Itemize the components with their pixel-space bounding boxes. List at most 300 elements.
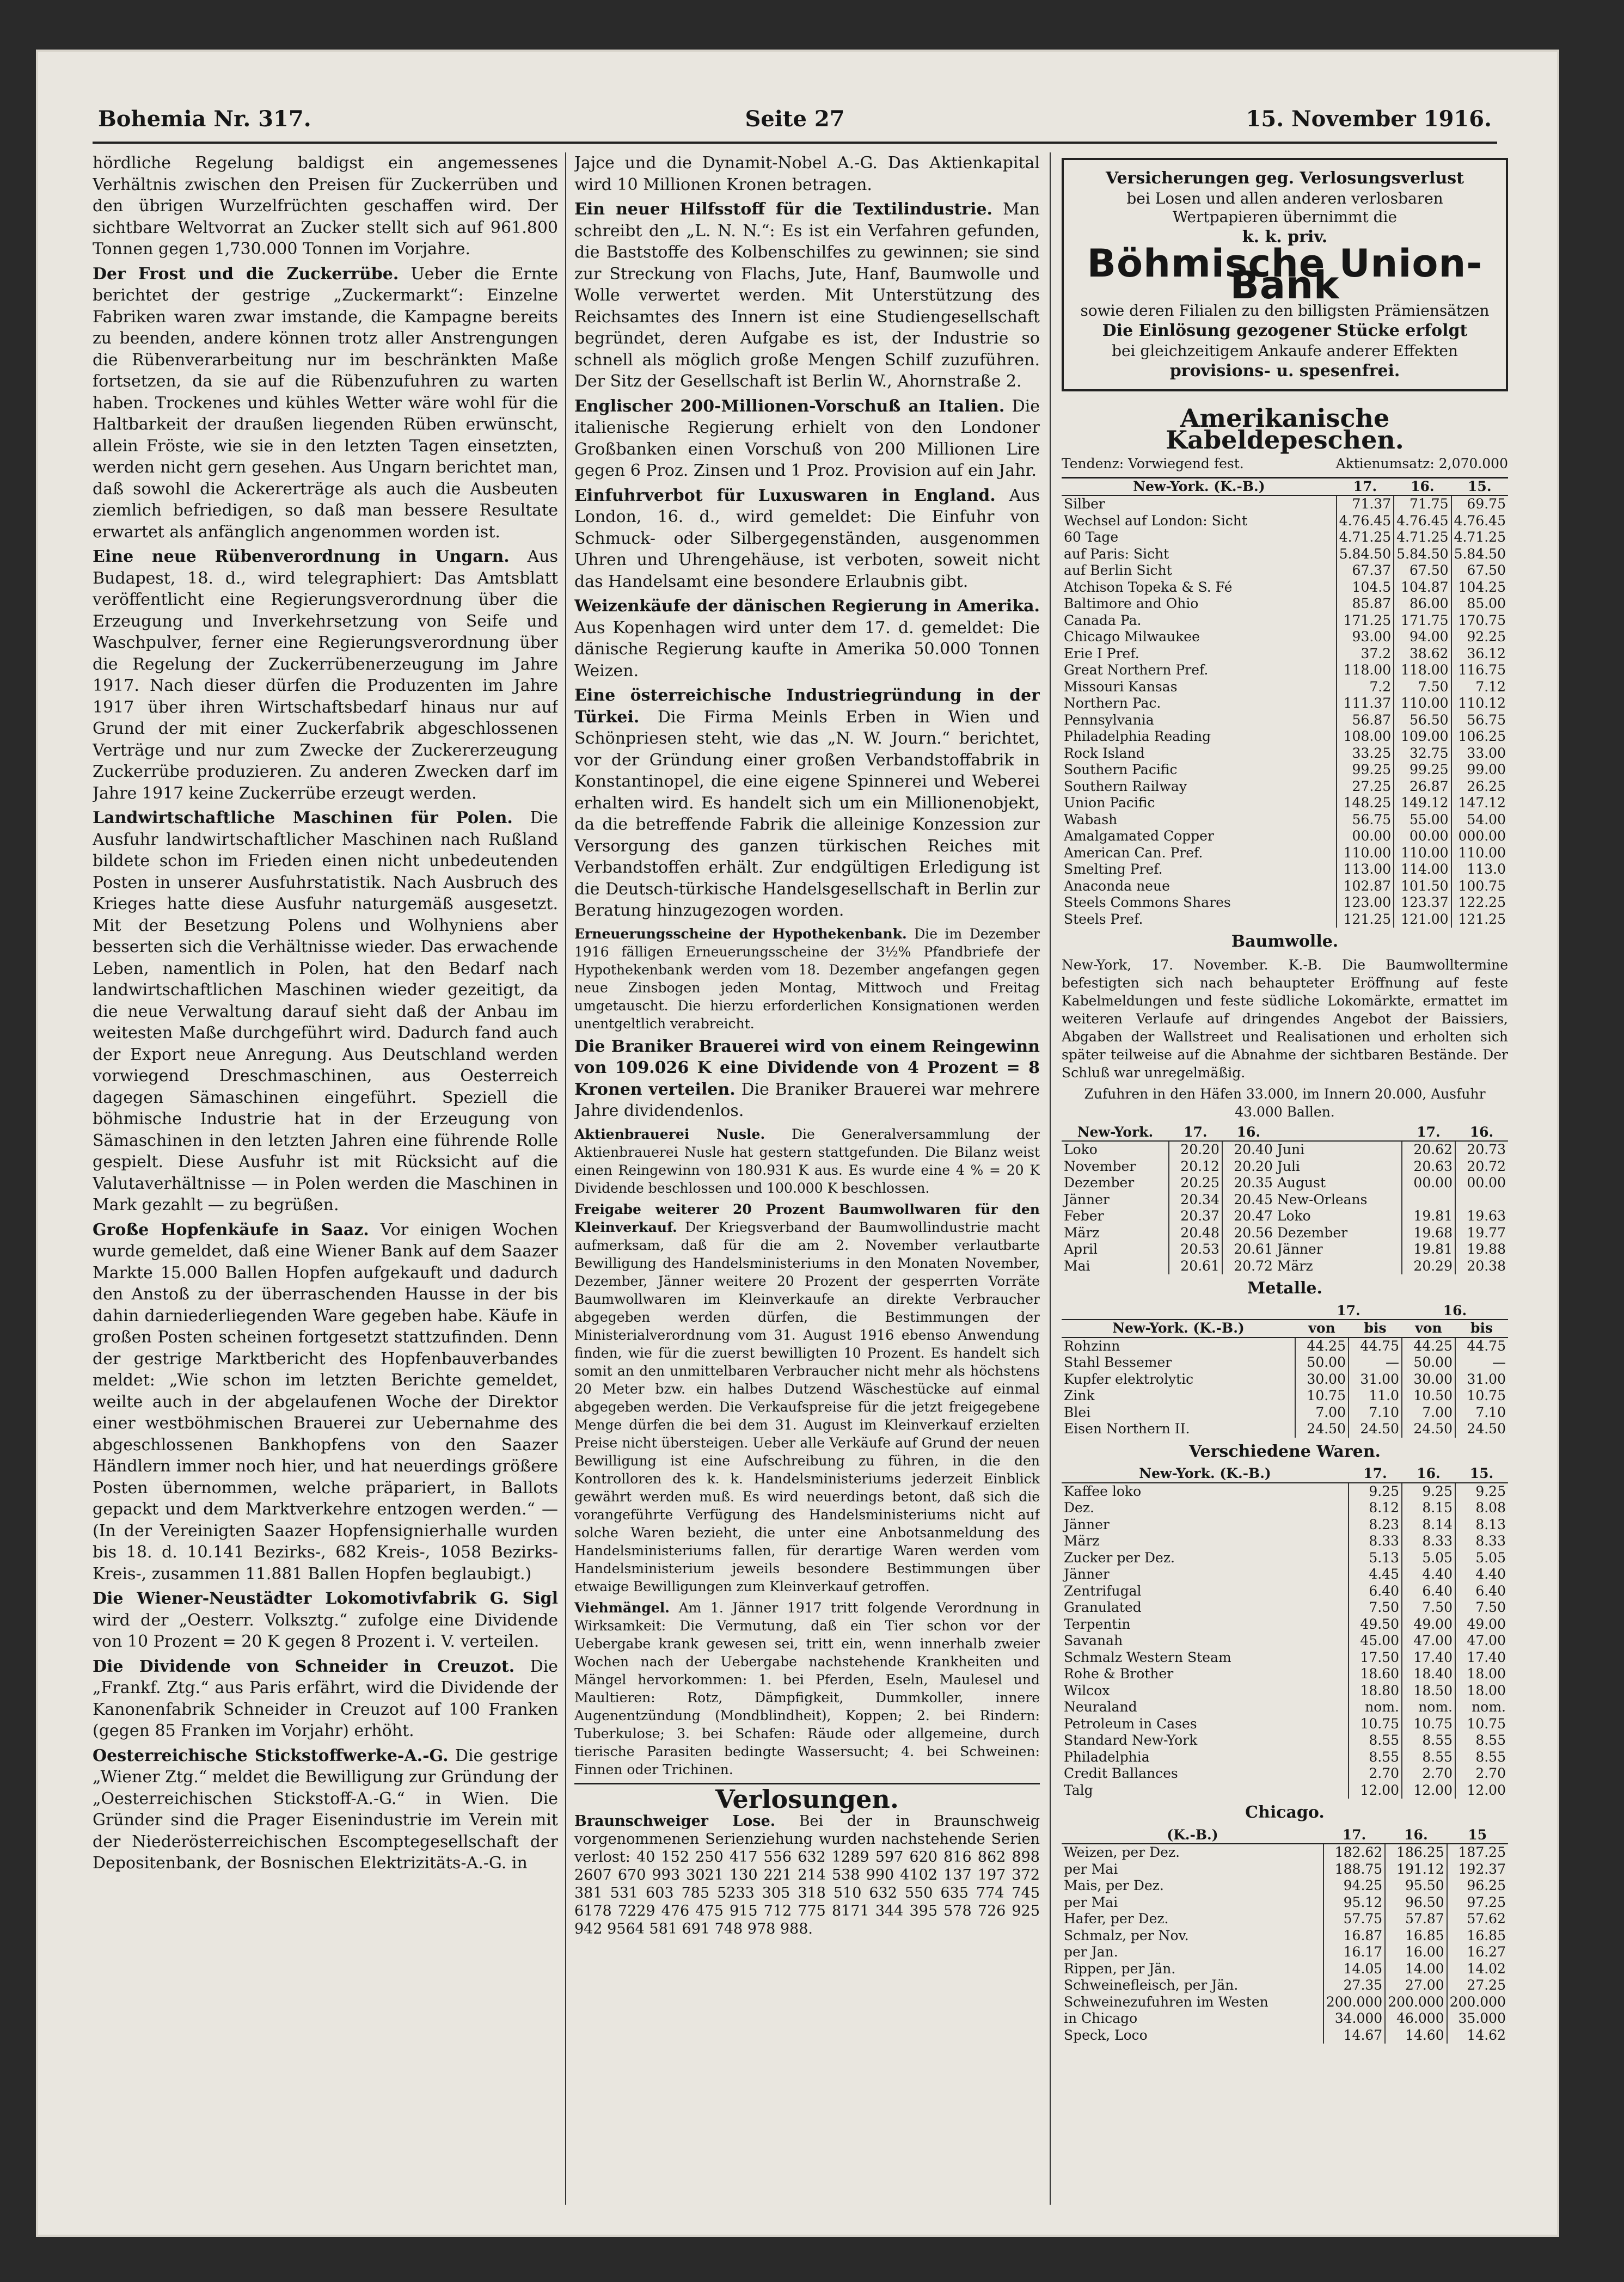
- row-label: Anaconda neue: [1064, 878, 1170, 894]
- article-heading: Aktienbrauerei Nusle.: [574, 1126, 765, 1142]
- row-value: 18.40: [1402, 1666, 1455, 1683]
- row-value: 192.37: [1447, 1861, 1508, 1878]
- ad-line-6: bei gleichzeitigem Ankaufe anderer Effekten: [1112, 341, 1458, 360]
- cable-turnover: Aktienumsatz: 2,070.000: [1335, 456, 1508, 471]
- row-value: 17.40: [1402, 1649, 1455, 1666]
- row-label: November: [1064, 1158, 1136, 1174]
- row-value: 187.25: [1447, 1844, 1508, 1861]
- table-header-cell: 17.: [1169, 1124, 1222, 1142]
- table-row: [1062, 812, 1508, 829]
- row-label: Baltimore and Ohio: [1064, 596, 1199, 611]
- row-value: 20.61: [1169, 1258, 1222, 1275]
- row-value: 12.00: [1455, 1782, 1508, 1799]
- row-value: nom.: [1349, 1699, 1402, 1716]
- row-value: 00.00: [1402, 1175, 1455, 1192]
- row-value: 5.05: [1402, 1550, 1455, 1567]
- table-row: [1062, 629, 1508, 646]
- table-row: [1062, 596, 1508, 612]
- row-value: 121.25: [1337, 911, 1394, 928]
- row-label: Union Pacific: [1064, 795, 1155, 811]
- article-text: Die Ausfuhr landwirtschaftlicher Maschinen nach Rußland bildete schon im Frieden einen nicht unbedeutenden Posten in unserer Ausfuhrstatistik. Nach Ausbruch des Krieges hatte diese Ausfuhr naturgemäß ausgesetzt. Mit der Besetzung Polens und Wolhyniens aber besserten sich die Verhältnisse wieder. Das erwachende Leben, namentlich in Polen, hat den Bedarf nach landwirtschaftlichen Maschinen wieder gezeitigt, da die neue Verwaltung darauf sieht daß der Anbau im weitesten Maße durchgeführt wird. Dadurch fand auch der Export neue Anregung. Aus Deutschland werden vorwiegend Dreschmaschinen, aus Oesterreich dagegen Sämaschinen eingeführt. Speziell die böhmische Industrie hat in der Erzeugung von Sämaschinen in den letzten Jahren eine führende Rolle gespielt. Diese Ausfuhr ist mit Rücksicht auf die Valutaverhältnisse — in Polen werden die Maschinen in Mark gezahlt — zu begrüßen.: [93, 808, 558, 1214]
- row-value: [1455, 1192, 1508, 1209]
- article-text: Die Firma Meinls Erben in Wien und Schönpriesen steht, wie das „N. W. Journ.“ berichtet, vor der Gründung einer großen Verbandstoffabrik in Konstantinopel, die eine eigene Spinnerei und Weberei erhalten wird. Es handelt sich um ein Millionenobjekt, da die betreffende Fabrik die alleinige Konzession zur Versorgung des ganzen türkischen Reiches mit Verbandstoffen erhält. Zur endgültigen Erledigung ist die Deutsch-türkische Handelsgesellschaft in Berlin zur Beratung hinzugezogen worden.: [574, 707, 1040, 920]
- row-label: Petroleum in Cases: [1064, 1715, 1197, 1732]
- row-label: per Jan.: [1064, 1944, 1118, 1960]
- table-row: [1062, 1894, 1508, 1911]
- row-value: 20.56: [1222, 1225, 1275, 1242]
- table-row: [1062, 2027, 1508, 2044]
- row-value: 7.00: [1295, 1404, 1349, 1421]
- row-value: 85.00: [1451, 596, 1508, 612]
- row-value: 118.00: [1394, 662, 1451, 679]
- row-value: 9.25: [1455, 1483, 1508, 1500]
- row-value: 5.05: [1455, 1550, 1508, 1567]
- ad-line-3: k. k. priv.: [1242, 227, 1328, 247]
- row-label: Great Northern Pref.: [1064, 662, 1209, 678]
- row-value: 57.62: [1447, 1911, 1508, 1928]
- row-value: 30.00: [1402, 1371, 1455, 1388]
- article-paragraph: [574, 1200, 1040, 1596]
- table-row: [1062, 861, 1508, 878]
- baumwolle-text: New-York, 17. November. K.-B. Die Baumwolltermine befestigten sich nach behaupteter Eröffnung auf feste Kabelmeldungen und feste südliche Lokomärkte, ermattet im weiteren Verlaufe auf dringendes Angebot der Baissiers, Abgaben der Wallstreet und Realisationen und erholten sich später teilweise auf die Abnahme der sichtbaren Bestände. Der Schluß war unregelmäßig.: [1062, 956, 1508, 1081]
- row-value: 8.15: [1402, 1500, 1455, 1517]
- table-header-cell: 17.: [1402, 1124, 1455, 1142]
- table-row: [1062, 579, 1508, 596]
- row-value: 2.70: [1402, 1765, 1455, 1782]
- row-value: 4.40: [1455, 1566, 1508, 1583]
- table-row: [1062, 1371, 1508, 1388]
- metalle-title: Metalle.: [1247, 1279, 1322, 1298]
- table-row: [1062, 1765, 1508, 1782]
- row-value: 17.40: [1455, 1649, 1508, 1666]
- article-paragraph: [574, 152, 1040, 195]
- row-value: 20.45: [1222, 1192, 1275, 1209]
- row-label: Feber: [1064, 1208, 1104, 1224]
- row-value: 31.00: [1349, 1371, 1402, 1388]
- row-value: 14.00: [1385, 1961, 1447, 1978]
- row-label: Zink: [1064, 1388, 1095, 1403]
- row-value: 71.75: [1394, 495, 1451, 513]
- article-text: wird der „Oesterr. Volksztg.“ zufolge eine Dividende von 10 Prozent = 20 K gegen 8 Prozent i. V. verteilen.: [93, 1610, 558, 1651]
- row-value: 8.55: [1402, 1749, 1455, 1766]
- table-row: [1062, 529, 1508, 546]
- row-label: Savanah: [1064, 1633, 1123, 1648]
- row-value: 7.2: [1337, 679, 1394, 696]
- article-text: Die Braniker Brauerei war mehrere Jahre dividendenlos.: [574, 1079, 1040, 1120]
- row-value: 8.55: [1349, 1732, 1402, 1749]
- row-value: 121.25: [1451, 911, 1508, 928]
- row-value: 8.55: [1402, 1732, 1455, 1749]
- row-value: 10.75: [1455, 1716, 1508, 1733]
- row-label: 60 Tage: [1064, 529, 1119, 545]
- baumwolle-title: Baumwolle.: [1231, 932, 1339, 951]
- row-value: 67.50: [1451, 562, 1508, 579]
- row-label: Loko: [1277, 1208, 1311, 1224]
- row-label: Zucker per Dez.: [1064, 1549, 1175, 1566]
- row-value: 113.00: [1337, 861, 1394, 878]
- row-value: 00.00: [1455, 1175, 1508, 1192]
- table-header-cell: 16.: [1402, 1465, 1455, 1483]
- article-text: Ueber die Ernte berichtet der gestrige „Zuckermarkt“: Einzelne Fabriken waren zwar imstande, die Kampagne bereits zu beenden, andere können trotz aller Anstrengungen die Rübenverarbeitung nur im beschränkten Maße fortsetzen, da sie auf die Rübenzufuhren zu warten haben. Trockenes und kühles Wetter wäre wohl für die Haltbarkeit der draußen liegenden Rüben erwünscht, allein Fröste, wie sie in den letzten Tagen einsetzten, werden nicht gern gesehen. Aus Ungarn berichtet man, daß sowohl die Ackererträge als auch die Ausbeuten ziemlich befriedigen, so daß man bessere Resultate erwartet als anfänglich angenommen worden ist.: [93, 264, 558, 542]
- row-label: März: [1064, 1533, 1100, 1549]
- row-value: 100.75: [1451, 878, 1508, 895]
- row-label: Rohe & Brother: [1064, 1666, 1174, 1682]
- row-value: 92.25: [1451, 629, 1508, 646]
- row-label: Missouri Kansas: [1064, 678, 1178, 695]
- row-value: 18.50: [1402, 1683, 1455, 1700]
- row-value: 24.50: [1402, 1421, 1455, 1438]
- row-value: 27.25: [1447, 1977, 1508, 1994]
- row-label: New-Orleans: [1277, 1191, 1368, 1207]
- table-row: [1062, 1666, 1508, 1683]
- row-value: 16.85: [1385, 1928, 1447, 1944]
- article-heading: Der Frost und die Zuckerrübe.: [93, 264, 399, 284]
- article-heading: Die Wiener-Neustädter Lokomotivfabrik G. Sigl: [93, 1589, 558, 1608]
- row-value: 113.0: [1451, 861, 1508, 878]
- row-label: Pennsylvania: [1064, 711, 1154, 728]
- table-row: [1062, 1944, 1508, 1961]
- row-value: 10.75: [1349, 1716, 1402, 1733]
- table-row: [1062, 513, 1508, 530]
- row-label: Credit Ballances: [1064, 1765, 1178, 1781]
- table-header-row: [1062, 1465, 1508, 1483]
- article-text: Die „Frankf. Ztg.“ aus Paris erfährt, wird die Dividende der Kanonenfabrik Schneider in Creuzot auf 100 Franken (gegen 85 Franken im Vorjahr) erhöht.: [93, 1657, 558, 1740]
- row-value: 4.71.25: [1394, 529, 1451, 546]
- row-label: Atchison Topeka & S. Fé: [1064, 579, 1233, 595]
- table-row: [1062, 1844, 1508, 1861]
- row-value: 123.00: [1337, 894, 1394, 911]
- row-label: Zentrifugal: [1064, 1582, 1142, 1599]
- row-label: Kaffee loko: [1064, 1483, 1142, 1499]
- row-value: 149.12: [1394, 795, 1451, 812]
- row-label: Blei: [1064, 1404, 1091, 1420]
- article-paragraph: [574, 485, 1040, 593]
- table-row: [1062, 562, 1508, 579]
- row-value: 110.00: [1451, 845, 1508, 862]
- table-row: [1062, 1175, 1508, 1192]
- row-value: 7.50: [1455, 1599, 1508, 1616]
- row-value: 96.25: [1447, 1878, 1508, 1894]
- article-paragraph: [93, 1588, 558, 1653]
- row-value: 99.25: [1337, 762, 1394, 778]
- column-1: [93, 152, 558, 2205]
- table-row: [1062, 828, 1508, 845]
- table-header-cell: (K.-B.): [1062, 1827, 1323, 1844]
- row-label: Jänner: [1064, 1516, 1110, 1532]
- article-heading: Große Hopfenkäufe in Saaz.: [93, 1220, 369, 1240]
- bank-advertisement: [1062, 158, 1508, 391]
- table-row: [1062, 612, 1508, 629]
- ad-line-4: sowie deren Filialen zu den billigsten Prämiensätzen: [1080, 302, 1490, 320]
- row-label: Schweinezufuhren im Westen: [1064, 1993, 1268, 2010]
- article-text: Vor einigen Wochen wurde gemeldet, daß eine Wiener Bank auf dem Saazer Markte 15.000 Ballen Hopfen aufgekauft und dadurch den Anstoß zu der überraschenden Hausse in der bis dahin darniederliegenden Ware gegeben habe. Käufe in großen Posten scheinen fortgesetzt stattzufinden. Denn der gestrige Marktbericht des Hopfenbauverbandes meldet: „Wie schon im letzten Berichte gemeldet, weilte auch in der abgelaufenen Woche der Direktor einer westböhmischen Brauerei zur Uebernahme des abgeschlossenen Bankhopfens von den Saazer Händlern immer noch hier, und hat neuerdings größere Posten übernommen, welche präpariert, in Ballots gepackt und dem Marktverkehre entzogen werden.“ — (In der Vereinigten Saazer Hopfensignierhalle wurden bis 18. d. 10.141 Bezirks-, 682 Kreis-, 1058 Bezirks-Kreis-, zusammen 11.881 Ballen Hopfen beglaubigt.): [93, 1220, 558, 1584]
- article-paragraph: [93, 1219, 558, 1585]
- article-text: Aus Budapest, 18. d., wird telegraphiert: Das Amtsblatt veröffentlicht eine Regierungsverordnung über die Erzeugung und Inverkehrsetzung von Seife und Waschpulver, ferner eine Regierungsverordnung über die Regelung der Zuckerrübenerzeugung im Jahre 1917. Nach dieser dürfen die Produzenten im Jahre 1917 über ihren Wirtschaftsbedarf hinaus nur auf Grund der mit einer Zuckerfabrik abgeschlossenen Verträge und nur zum Zwecke der Zuckererzeugung Zuckerrübe produzieren. Zu anderen Zwecken darf im Jahre 1917 keine Zuckerrübe erzeugt werden.: [93, 547, 558, 803]
- row-value: 20.12: [1169, 1158, 1222, 1175]
- row-label: Schweinefleisch, per Jän.: [1064, 1977, 1239, 1993]
- row-label: Southern Railway: [1064, 778, 1187, 794]
- row-label: Jänner: [1277, 1241, 1323, 1257]
- article-heading: Englischer 200-Millionen-Vorschuß an Italien.: [574, 396, 1005, 416]
- row-value: 110.00: [1394, 695, 1451, 712]
- row-value: 14.05: [1323, 1961, 1385, 1978]
- row-value: 19.88: [1455, 1241, 1508, 1258]
- table-header-cell: New-York. (K.-B.): [1062, 479, 1337, 496]
- table-header-cell: New-York. (K.-B.): [1062, 1320, 1295, 1338]
- row-value: 104.5: [1337, 579, 1394, 596]
- row-label: Wabash: [1064, 811, 1118, 827]
- row-value: 44.75: [1455, 1338, 1508, 1355]
- row-value: 27.25: [1337, 778, 1394, 795]
- table-header-cell: bis: [1349, 1320, 1402, 1338]
- row-value: nom.: [1455, 1699, 1508, 1716]
- row-label: Dezember: [1064, 1175, 1135, 1191]
- row-value: 6.40: [1349, 1583, 1402, 1600]
- article-paragraph: [574, 1036, 1040, 1122]
- row-value: 47.00: [1402, 1633, 1455, 1649]
- table-row: [1062, 795, 1508, 812]
- article-text: Der Kriegsverband der Baumwollindustrie macht aufmerksam, daß für die am 2. November verlautbarte Bewilligung des Handelsministeriums in den Monaten November, Dezember, Jänner weitere 20 Prozent der gesperrten Vorräte Baumwollwaren im Kleinverkaufe an direkte Verbraucher abgegeben werden dürfen, die Bestimmungen der Ministerialverordnung vom 31. August 1916 ebenso Anwendung finden, wie für die zuerst bewilligten 10 Prozent. Es handelt sich somit an den unmittelbaren Verbraucher nicht mehr als höchstens 20 Meter bzw. ein halbes Dutzend Wäschestücke auf einmal abgegeben werden. Die Verkaufspreise für die jetzt freigegebene Menge dürfen die bei dem 31. August im Kleinverkauf erzielten Preise nicht übersteigen. Ueber alle Verkäufe auf Grund der neuen Bewilligung ist eine Aufschreibung zu führen, in die den Kontrolloren des k. k. Handelsministeriums jederzeit Einblick gewährt werden muß. Es wird neuerdings betont, daß sich die vorangeführte Verfügung des Handelsministeriums nicht auf solche Waren bezieht, die unter eine Anbotsanmeldung des Handelsministeriums fallen, für derartige Waren werden vom Handelsministerium jeweils besondere Bestimmungen über etwaige Bewilligungen zum Kleinverkauf getroffen.: [574, 1219, 1040, 1594]
- row-value: 85.87: [1337, 596, 1394, 612]
- row-value: 191.12: [1385, 1861, 1447, 1878]
- row-value: 56.50: [1394, 712, 1451, 729]
- row-value: 123.37: [1394, 894, 1451, 911]
- table-row: [1062, 1878, 1508, 1894]
- row-value: 200.000: [1385, 1994, 1447, 2011]
- row-value: 8.23: [1349, 1517, 1402, 1533]
- table-header-cell: 15.: [1451, 479, 1508, 496]
- row-value: 8.55: [1455, 1732, 1508, 1749]
- row-value: 38.62: [1394, 646, 1451, 662]
- table-row: [1062, 1533, 1508, 1550]
- cable-tendency: Tendenz: Vorwiegend fest.: [1062, 456, 1244, 471]
- article-heading: Freigabe weiterer 20 Prozent Baumwollwaren für den Kleinverkauf.: [574, 1201, 1040, 1235]
- row-value: 20.40: [1222, 1141, 1275, 1158]
- row-value: 6.40: [1402, 1583, 1455, 1600]
- table-header-cell: bis: [1455, 1320, 1508, 1338]
- article-paragraph: [93, 546, 558, 804]
- row-value: 110.00: [1394, 845, 1451, 862]
- cable-title: Amerikanische Kabeldepeschen.: [1166, 403, 1404, 455]
- row-value: 4.45: [1349, 1566, 1402, 1583]
- row-label: American Can. Pref.: [1064, 844, 1203, 861]
- row-value: 10.50: [1402, 1388, 1455, 1404]
- table-row: [1062, 762, 1508, 778]
- row-value: 95.50: [1385, 1878, 1447, 1894]
- table-row: [1062, 1404, 1508, 1421]
- verlosungen-lead: Braunschweiger Lose.: [574, 1813, 776, 1830]
- table-header-row: [1062, 1124, 1508, 1142]
- row-label: Silber: [1064, 496, 1105, 512]
- table-header-row: [1062, 1827, 1508, 1844]
- row-value: 110.12: [1451, 695, 1508, 712]
- table-row: [1062, 1928, 1508, 1944]
- row-value: 106.25: [1451, 728, 1508, 745]
- ad-line-1: Versicherungen geg. Verlosungsverlust: [1105, 169, 1464, 188]
- table-row: [1062, 745, 1508, 762]
- table-row: [1062, 878, 1508, 895]
- table-row: [1062, 1388, 1508, 1404]
- table-header-cell: 16.: [1222, 1124, 1275, 1142]
- row-value: 20.35: [1222, 1175, 1275, 1192]
- verlosungen-title: Verlosungen.: [715, 1784, 899, 1814]
- table-row: [1062, 894, 1508, 911]
- column-3: [1062, 152, 1508, 2205]
- row-label: in Chicago: [1064, 2010, 1138, 2026]
- row-value: 102.87: [1337, 878, 1394, 895]
- row-value: 57.87: [1385, 1911, 1447, 1928]
- row-value: 108.00: [1337, 728, 1394, 745]
- table-row: [1062, 1782, 1508, 1799]
- row-value: 20.37: [1169, 1208, 1222, 1225]
- row-value: 8.33: [1455, 1533, 1508, 1550]
- table-header-cell: 16.: [1402, 1303, 1508, 1320]
- row-value: 10.75: [1402, 1716, 1455, 1733]
- row-value: 121.00: [1394, 911, 1451, 928]
- article-paragraph: [574, 199, 1040, 392]
- table-row: [1062, 1599, 1508, 1616]
- row-label: März: [1277, 1257, 1313, 1274]
- row-value: 33.25: [1337, 745, 1394, 762]
- chicago-title: Chicago.: [1245, 1803, 1325, 1822]
- row-value: 14.67: [1323, 2027, 1385, 2044]
- table-row: [1062, 679, 1508, 696]
- header-rule: [93, 142, 1497, 144]
- row-value: 31.00: [1455, 1371, 1508, 1388]
- table-header-cell: [1275, 1124, 1402, 1142]
- article-heading: Landwirtschaftliche Maschinen für Polen.: [93, 808, 513, 827]
- table-row: [1062, 1338, 1508, 1355]
- header-date: 15. November 1916.: [1246, 106, 1492, 132]
- row-label: Hafer, per Dez.: [1064, 1911, 1169, 1927]
- article-paragraph: [574, 1599, 1040, 1778]
- chicago-table: [1062, 1827, 1508, 2044]
- table-row: [1062, 1861, 1508, 1878]
- row-value: 50.00: [1295, 1354, 1349, 1371]
- row-label: per Mai: [1064, 1894, 1118, 1910]
- article-heading: Die Dividende von Schneider in Creuzot.: [93, 1657, 515, 1676]
- table-header-cell: von: [1295, 1320, 1349, 1338]
- table-header-cell: New-York. (K.-B.): [1062, 1465, 1349, 1483]
- row-value: 97.25: [1447, 1894, 1508, 1911]
- table-row: [1062, 1550, 1508, 1567]
- row-label: Talg: [1064, 1782, 1093, 1798]
- article-paragraph: [93, 263, 558, 543]
- row-value: 67.37: [1337, 562, 1394, 579]
- row-value: 34.000: [1323, 2010, 1385, 2027]
- table-row: [1062, 845, 1508, 862]
- article-heading: Weizenkäufe der dänischen Regierung in Amerika.: [574, 597, 1040, 616]
- table-header-cell: 16.: [1385, 1827, 1447, 1844]
- row-value: 18.60: [1349, 1666, 1402, 1683]
- table-header-row: [1062, 1320, 1508, 1338]
- row-value: 104.87: [1394, 579, 1451, 596]
- row-value: 110.00: [1337, 845, 1394, 862]
- row-value: 17.50: [1349, 1649, 1402, 1666]
- row-value: 20.20: [1169, 1141, 1222, 1158]
- article-text: Die gestrige „Wiener Ztg.“ meldet die Bewilligung zur Gründung der „Oesterreichischen Stickstoff-A.-G.“ in Wien. Die Gründer sind die Prager Eisenindustrie im Verein mit der Niederösterreichischen Escomptegesellschaft der Depositenbank, der Bosnischen Elektrizitäts-A.-G. in: [93, 1746, 558, 1873]
- row-value: 8.55: [1349, 1749, 1402, 1766]
- row-value: 27.35: [1323, 1977, 1385, 1994]
- row-value: 20.61: [1222, 1241, 1275, 1258]
- row-label: Northern Pac.: [1064, 695, 1161, 711]
- row-value: nom.: [1402, 1699, 1455, 1716]
- table-header-cell: [1062, 1303, 1295, 1320]
- row-value: 16.27: [1447, 1944, 1508, 1961]
- row-label: Rippen, per Jän.: [1064, 1960, 1176, 1977]
- row-label: Terpentin: [1064, 1616, 1131, 1632]
- row-value: 109.00: [1394, 728, 1451, 745]
- header-masthead: Bohemia Nr. 317.: [98, 106, 311, 132]
- row-value: 19.81: [1402, 1241, 1455, 1258]
- table-row: [1062, 1483, 1508, 1500]
- article-heading: Eine österreichische Industriegründung in der Türkei.: [574, 686, 1040, 727]
- row-value: 8.08: [1455, 1500, 1508, 1517]
- row-value: 24.50: [1455, 1421, 1508, 1438]
- row-value: 147.12: [1451, 795, 1508, 812]
- row-label: Rock Island: [1064, 745, 1145, 761]
- row-value: 101.50: [1394, 878, 1451, 895]
- row-value: 7.50: [1394, 679, 1451, 696]
- row-value: 94.00: [1394, 629, 1451, 646]
- row-value: 148.25: [1337, 795, 1394, 812]
- row-value: 14.02: [1447, 1961, 1508, 1978]
- article-heading: Erneuerungsscheine der Hypothekenbank.: [574, 925, 907, 942]
- row-value: 7.10: [1455, 1404, 1508, 1421]
- row-value: 56.75: [1451, 712, 1508, 729]
- row-label: per Mai: [1064, 1861, 1118, 1877]
- table-header-row: [1062, 479, 1508, 496]
- row-value: 56.75: [1337, 812, 1394, 829]
- table-row: [1062, 1911, 1508, 1928]
- row-value: 7.50: [1349, 1599, 1402, 1616]
- row-label: Philadelphia Reading: [1064, 728, 1211, 744]
- table-header-cell: 16.: [1455, 1124, 1508, 1142]
- row-label: Jänner: [1064, 1566, 1110, 1582]
- row-label: Canada Pa.: [1064, 612, 1142, 628]
- row-value: —: [1455, 1354, 1508, 1371]
- row-value: 24.50: [1349, 1421, 1402, 1438]
- row-value: 46.000: [1385, 2010, 1447, 2027]
- row-value: 20.29: [1402, 1258, 1455, 1275]
- row-value: 99.25: [1394, 762, 1451, 778]
- row-label: Jänner: [1064, 1191, 1110, 1207]
- table-row: [1062, 1732, 1508, 1749]
- row-value: 4.76.45: [1394, 513, 1451, 530]
- row-value: 171.25: [1337, 612, 1394, 629]
- table-row: [1062, 1649, 1508, 1666]
- row-value: 18.00: [1455, 1683, 1508, 1700]
- row-label: Wilcox: [1064, 1682, 1110, 1698]
- row-value: 9.25: [1402, 1483, 1455, 1500]
- row-value: 122.25: [1451, 894, 1508, 911]
- row-value: —: [1349, 1354, 1402, 1371]
- row-value: 33.00: [1451, 745, 1508, 762]
- row-value: 16.00: [1385, 1944, 1447, 1961]
- row-label: Steels Pref.: [1064, 911, 1143, 927]
- article-paragraph: [93, 152, 558, 260]
- row-value: 171.75: [1394, 612, 1451, 629]
- row-value: 186.25: [1385, 1844, 1447, 1861]
- row-value: 20.48: [1169, 1225, 1222, 1242]
- table-row: [1062, 778, 1508, 795]
- cable-table: [1062, 479, 1508, 928]
- ad-line-7: provisions- u. spesenfrei.: [1169, 361, 1400, 381]
- row-value: 54.00: [1451, 812, 1508, 829]
- row-label: Dez.: [1064, 1500, 1094, 1516]
- row-label: Schmalz, per Nov.: [1064, 1927, 1189, 1943]
- row-value: 35.000: [1447, 2010, 1508, 2027]
